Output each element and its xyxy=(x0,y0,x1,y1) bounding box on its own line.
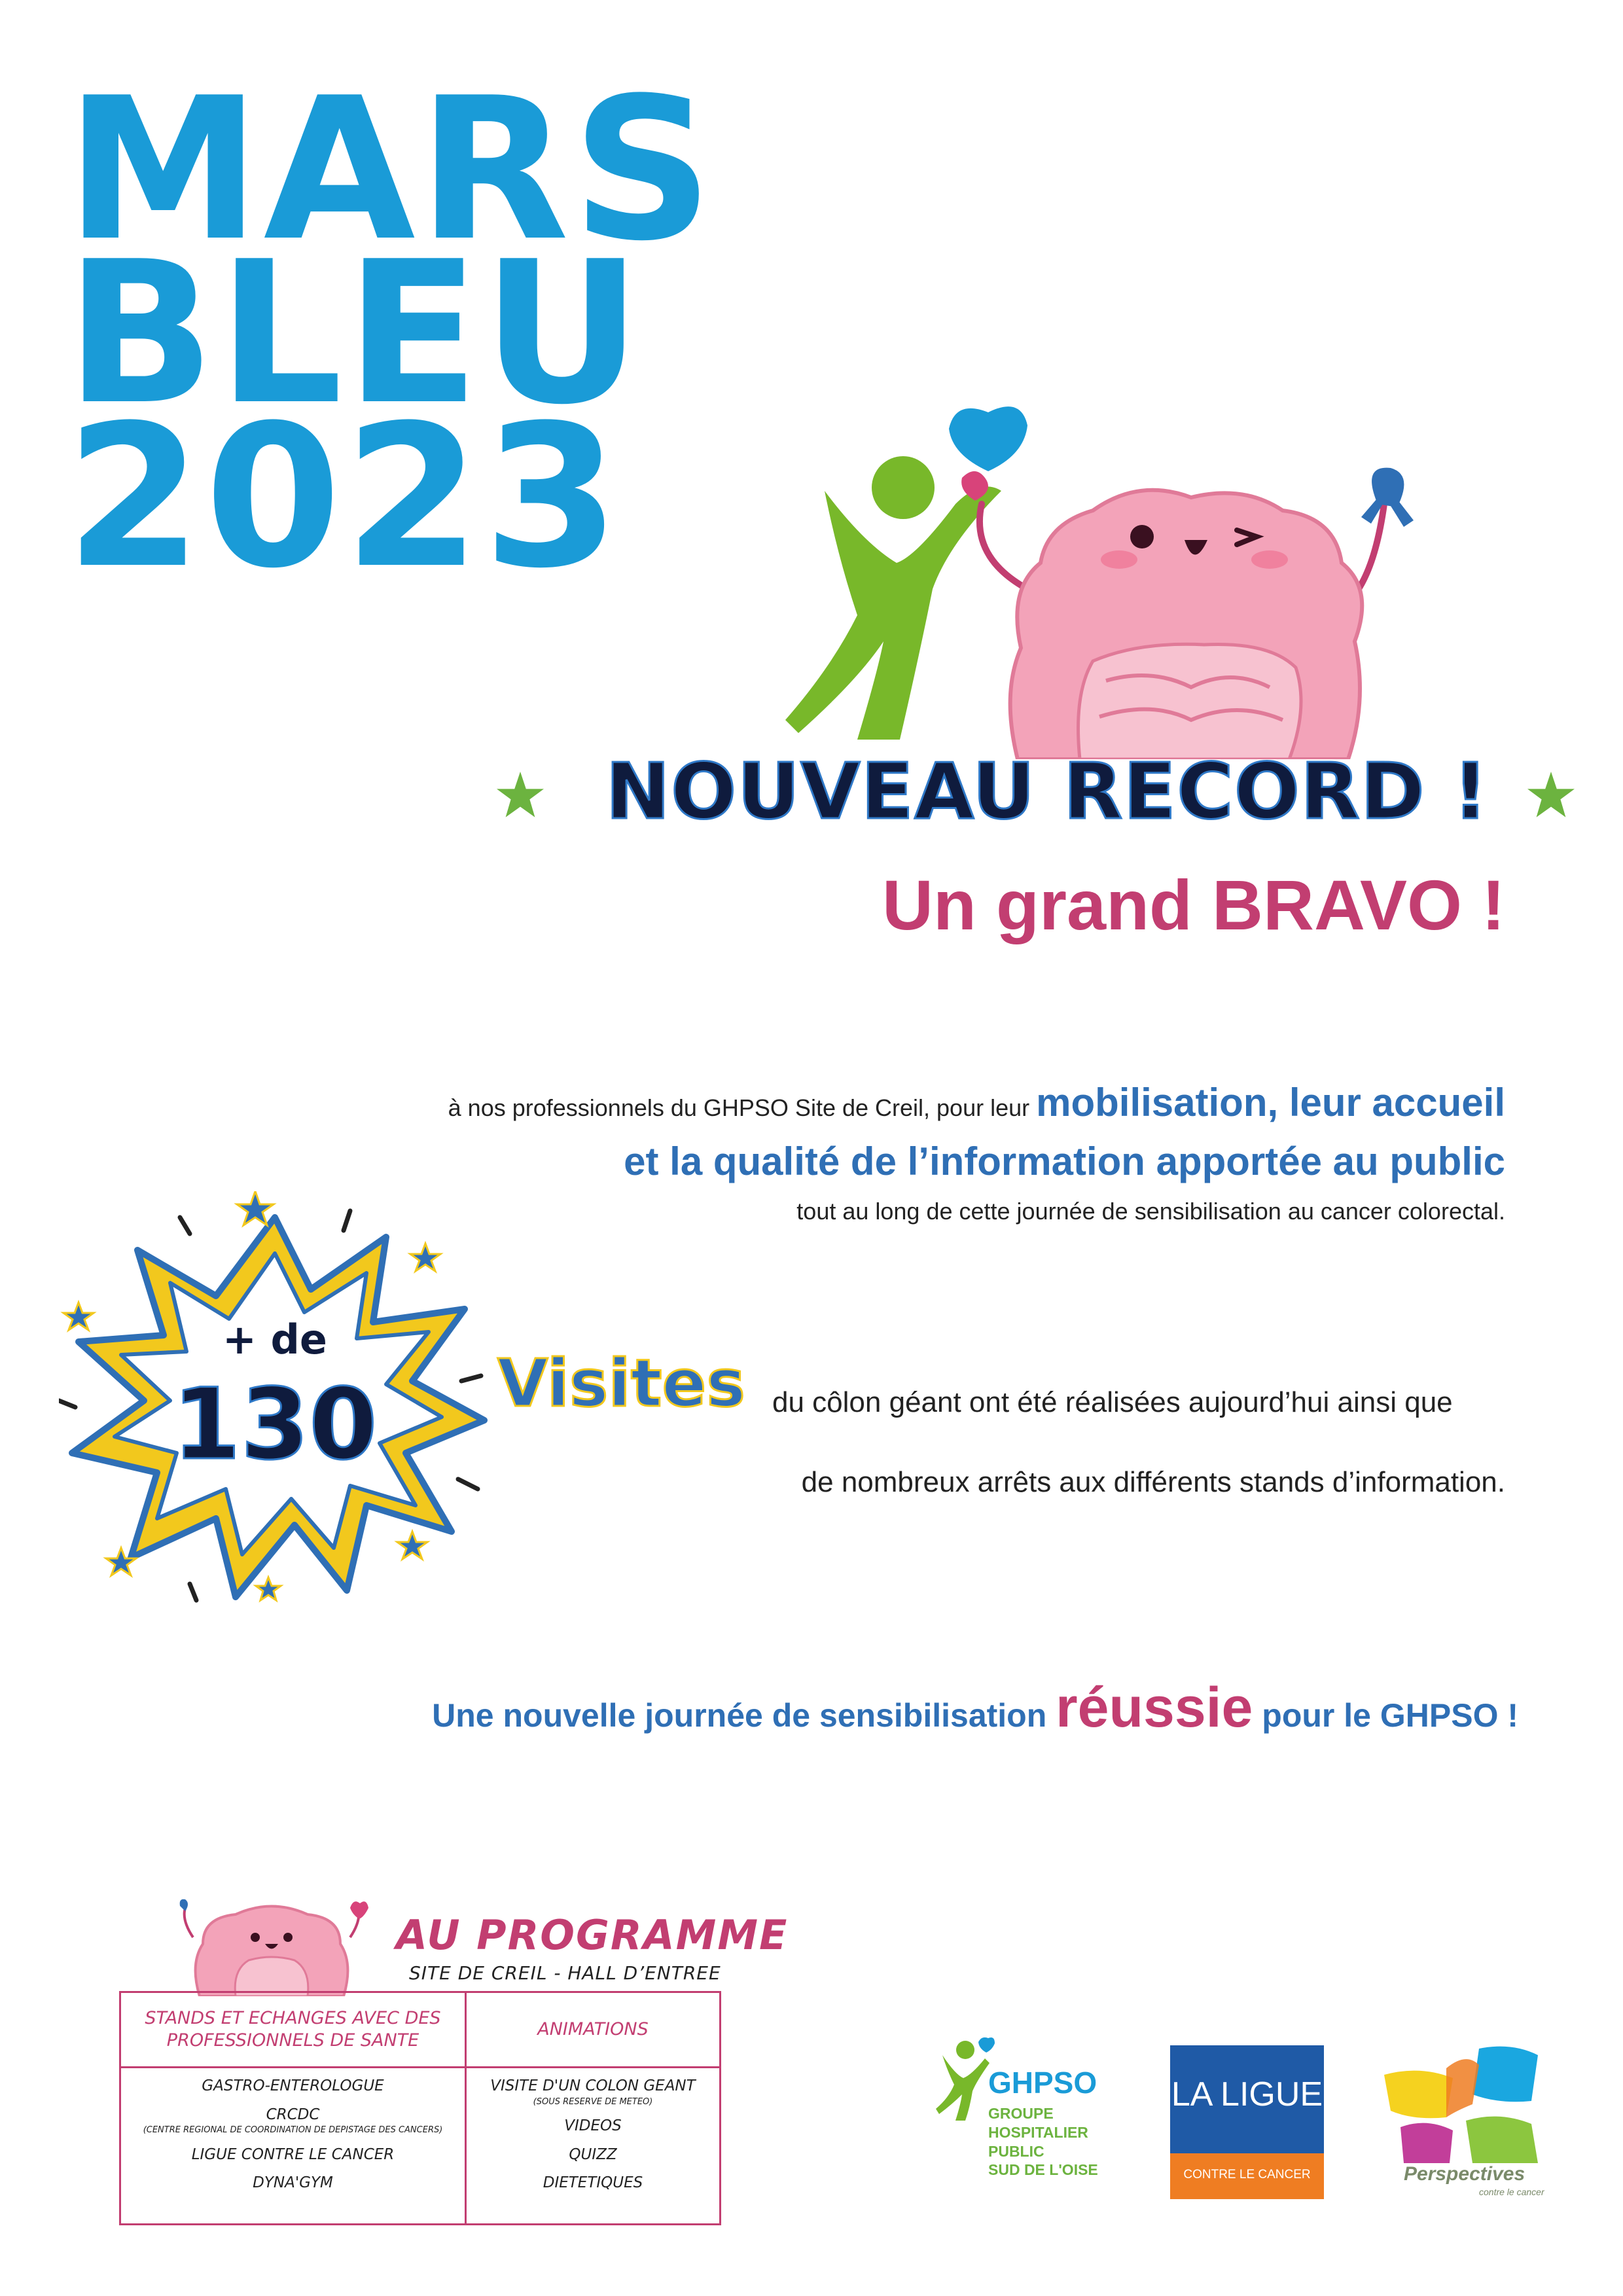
ghpso-logo xyxy=(936,2036,1119,2206)
subheadline: Un grand BRAVO ! xyxy=(882,865,1505,944)
ghpso-name: GHPSO xyxy=(988,2066,1097,2100)
visites-word: Visites xyxy=(497,1345,745,1422)
colon-mascot-illustration xyxy=(785,393,1453,759)
programme-title: AU PROGRAMME xyxy=(396,1911,789,1959)
visites-line-1: du côlon géant ont été réalisées aujourd’hui ainsi que xyxy=(772,1386,1453,1418)
programme-item: VISITE D'UN COLON GEANT (SOUS RESERVE DE METEO) xyxy=(467,2077,719,2107)
thanks-line-1-plain: à nos professionnels du GHPSO Site de Creil, pour leur xyxy=(448,1094,1030,1121)
programme-item: GASTRO-ENTEROLOGUE xyxy=(202,2077,384,2094)
programme-item: CRCDC (CENTRE REGIONAL DE COORDINATION DE DEPISTAGE DES CANCERS) xyxy=(121,2106,465,2136)
closing-highlight: réussie xyxy=(1056,1676,1253,1739)
headline: NOUVEAU RECORD ! xyxy=(605,746,1489,836)
burst-prefix: + de xyxy=(223,1316,327,1363)
colon-body xyxy=(1010,490,1363,759)
thanks-line-1-bold: mobilisation, leur accueil xyxy=(1036,1081,1505,1124)
programme-column-stands xyxy=(121,1993,467,2223)
programme-item-note: (SOUS RESERVE DE METEO) xyxy=(533,2096,653,2107)
perspectives-shapes-icon xyxy=(1381,2039,1544,2163)
programme-column-animations xyxy=(467,1993,719,2223)
closing-before: Une nouvelle journée de sensibilisation xyxy=(432,1697,1047,1734)
programme-subtitle: SITE DE CREIL - HALL D’ENTREE xyxy=(409,1962,721,1984)
ghpso-figure-icon xyxy=(936,2036,995,2121)
la-ligue-tagline: CONTRE LE CANCER xyxy=(1183,2168,1311,2181)
title-line-bleu: BLEU xyxy=(65,219,645,448)
green-star-icon-left xyxy=(494,769,546,821)
programme-item: DYNA'GYM xyxy=(253,2174,333,2192)
programme-column-header: ANIMATIONS xyxy=(467,1993,719,2068)
title-line-mars: MARS xyxy=(65,56,716,284)
green-person-figure xyxy=(785,456,1001,740)
programme-item-note: (CENTRE REGIONAL DE COORDINATION DE DEPISTAGE DES CANCERS) xyxy=(143,2125,443,2136)
programme-item: VIDEOS xyxy=(564,2117,622,2135)
burst-badge xyxy=(59,1191,491,1610)
thanks-line-3: tout au long de cette journée de sensibilisation au cancer colorectal. xyxy=(796,1198,1505,1225)
thanks-line-1 xyxy=(448,1080,1505,1125)
perspectives-tagline: contre le cancer xyxy=(1479,2187,1544,2197)
programme-column-header: STANDS ET ECHANGES AVEC DES PROFESSIONNELS DE SANTE xyxy=(121,1993,465,2068)
title-line-year: 2023 xyxy=(65,383,622,611)
closing-line xyxy=(432,1676,1518,1740)
green-star-icon-right xyxy=(1525,769,1577,821)
programme-item: QUIZZ xyxy=(569,2145,617,2163)
burst-number: 130 xyxy=(172,1368,378,1482)
programme-item: LIGUE CONTRE LE CANCER xyxy=(191,2145,395,2163)
ghpso-subtitle: GROUPE HOSPITALIER PUBLIC SUD DE L'OISE xyxy=(988,2105,1098,2179)
mini-colon-mascot xyxy=(173,1898,370,1996)
programme-table xyxy=(119,1991,721,2225)
thanks-line-2 xyxy=(624,1139,1505,1184)
programme-item: DIETETIQUES xyxy=(543,2174,643,2192)
perspectives-name: Perspectives xyxy=(1404,2163,1525,2185)
la-ligue-logo xyxy=(1170,2045,1324,2199)
la-ligue-name: LA LIGUE xyxy=(1171,2075,1323,2113)
perspectives-logo xyxy=(1381,2039,1544,2202)
visites-line-2: de nombreux arrêts aux différents stands d’information. xyxy=(801,1466,1505,1498)
thanks-line-2-bold: et la qualité de l’information apportée au public xyxy=(624,1139,1505,1183)
closing-after: pour le GHPSO ! xyxy=(1262,1697,1518,1734)
